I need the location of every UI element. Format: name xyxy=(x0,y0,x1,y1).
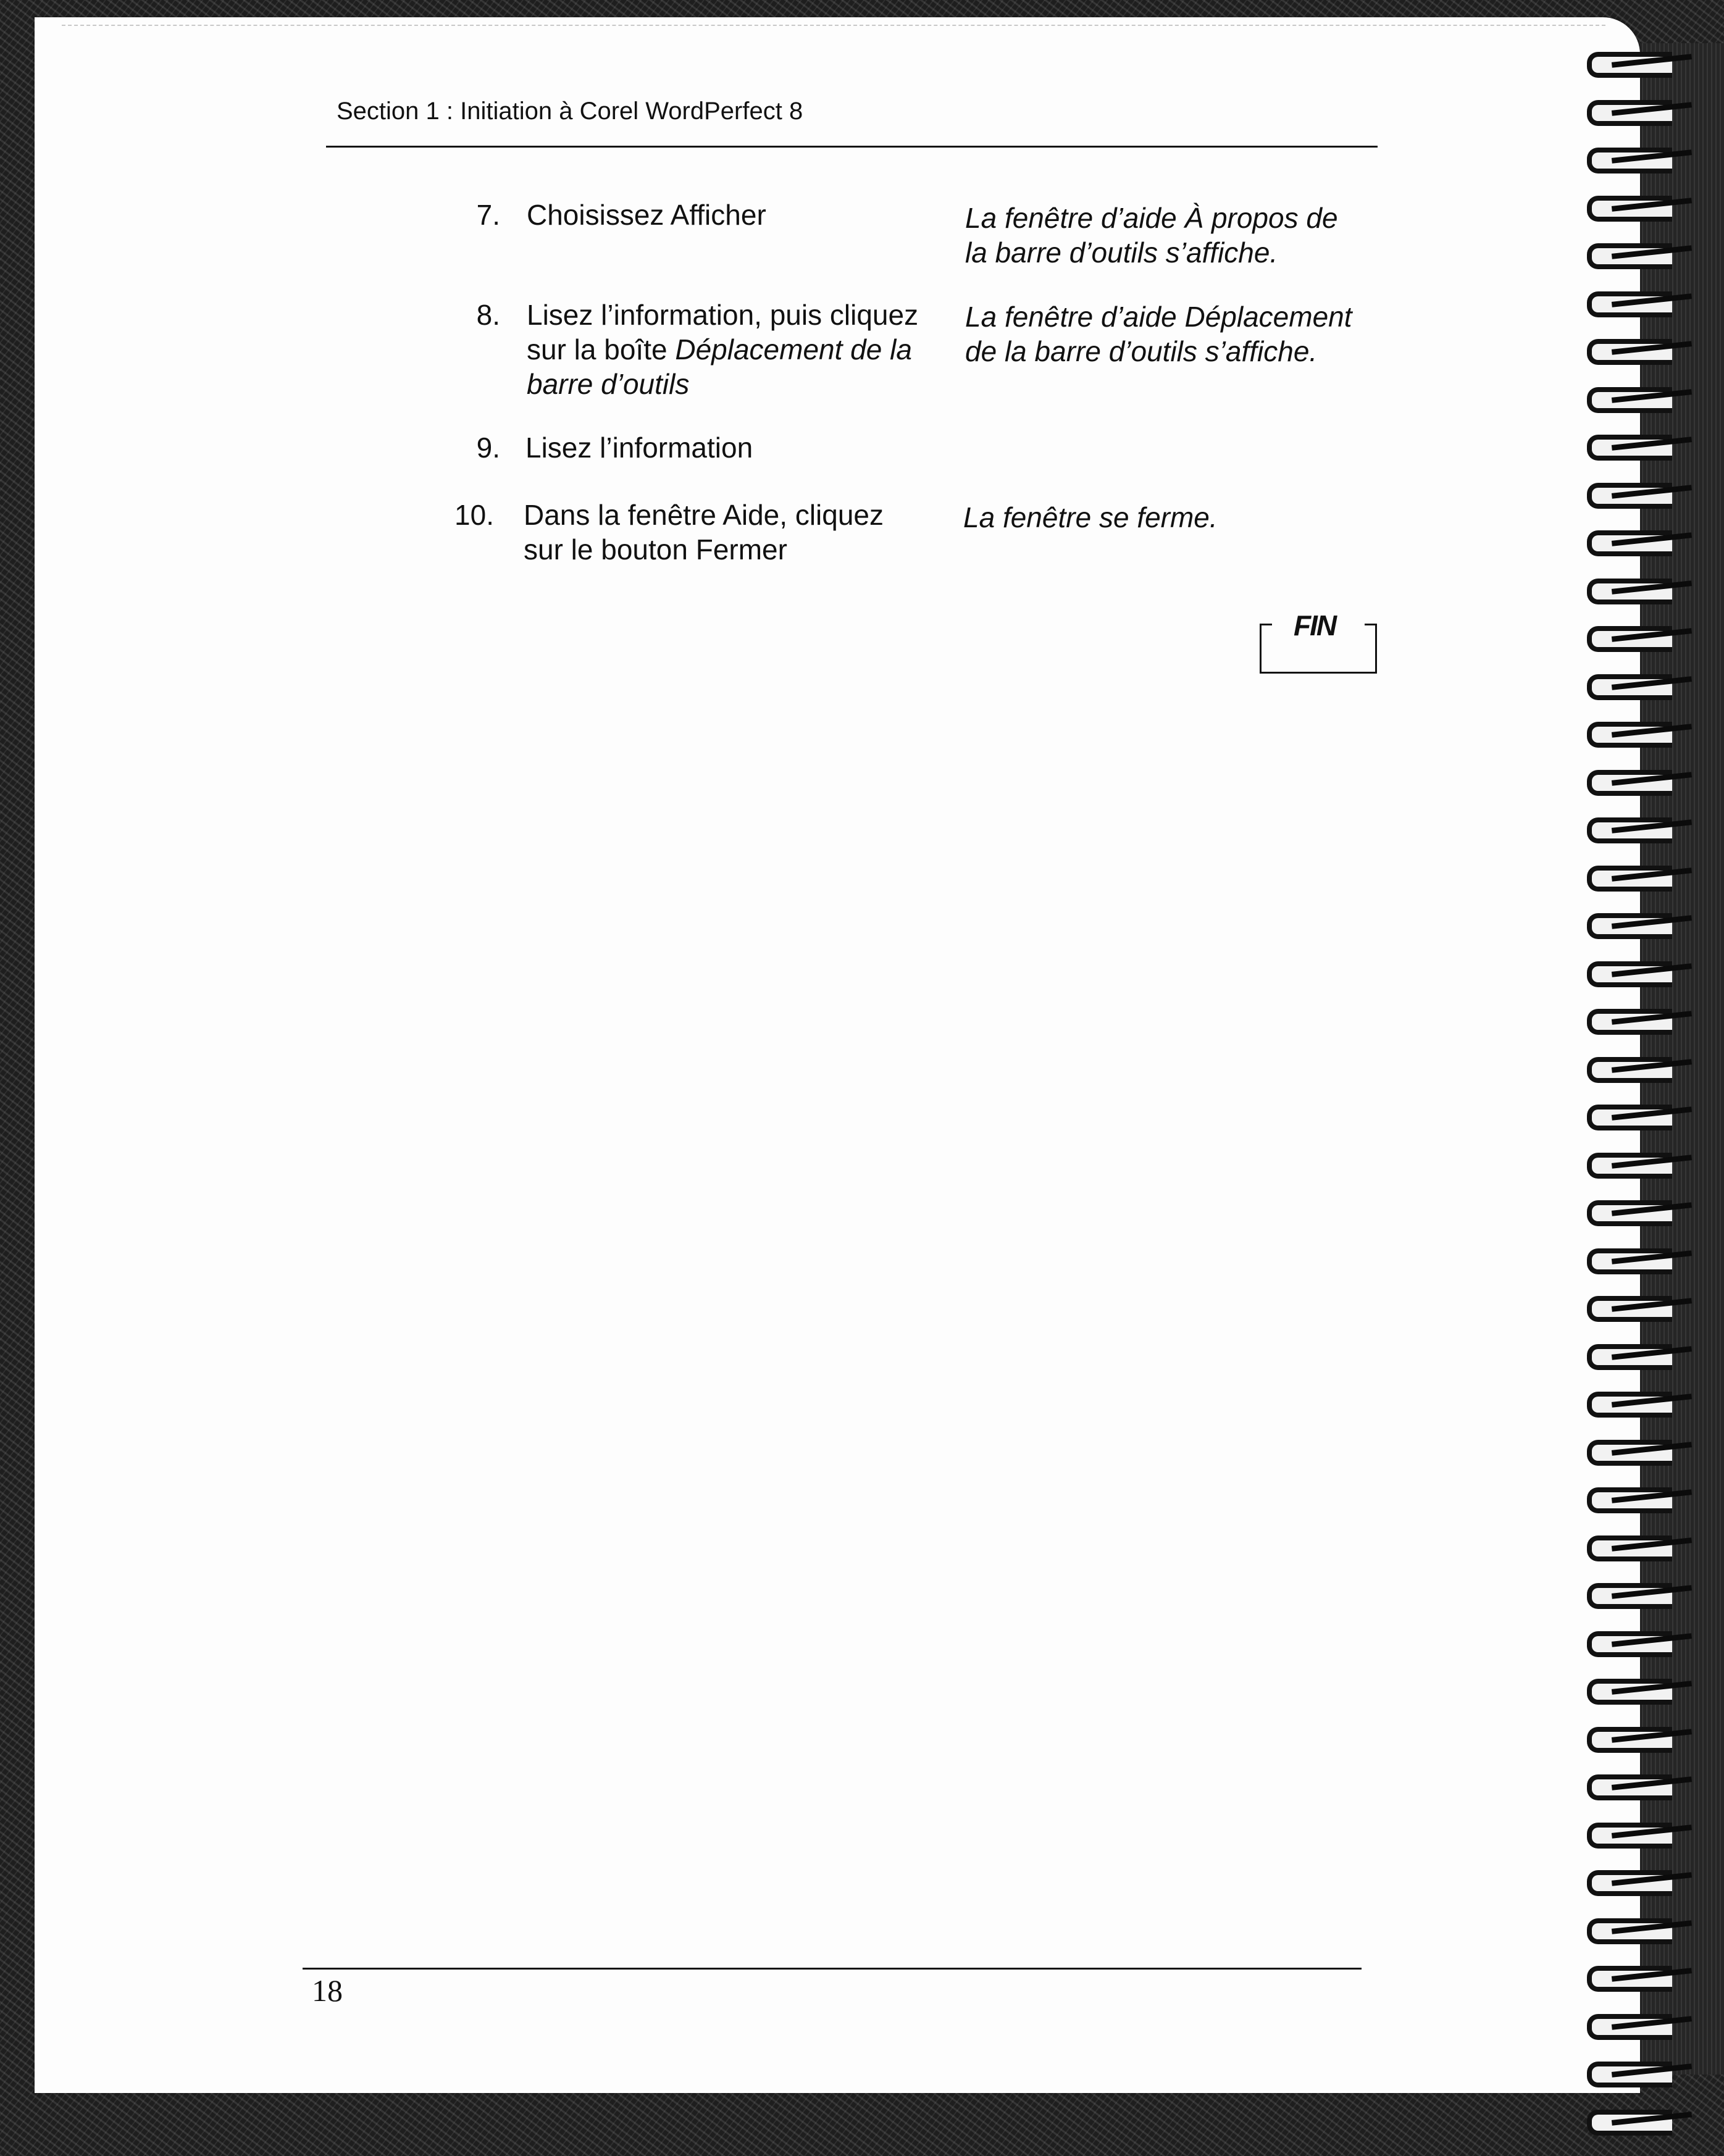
end-marker-corner xyxy=(1260,624,1272,625)
spiral-coil xyxy=(1587,193,1680,215)
step-result xyxy=(963,500,1396,535)
spiral-coil xyxy=(1587,98,1680,120)
header-rule xyxy=(326,146,1378,148)
spiral-coils xyxy=(1587,49,1704,2050)
end-marker-box xyxy=(1260,609,1377,674)
step-action xyxy=(524,498,956,567)
spiral-coil xyxy=(1587,1102,1680,1124)
spiral-coil xyxy=(1587,2012,1680,2034)
spiral-coil xyxy=(1587,1916,1680,1938)
spiral-coil xyxy=(1587,1581,1680,1603)
running-header: Section 1 : Initiation à Corel WordPerfect 8 xyxy=(337,98,803,125)
spiral-coil xyxy=(1587,959,1680,981)
spiral-coil xyxy=(1587,911,1680,933)
step-action-line xyxy=(527,332,959,367)
spiral-coil xyxy=(1587,145,1680,167)
step-result-line: La fenêtre d’aide Déplacement xyxy=(965,301,1352,333)
spiral-coil xyxy=(1587,49,1680,72)
spiral-coil xyxy=(1587,1772,1680,1794)
scan-edge-line xyxy=(62,25,1605,26)
spiral-coil xyxy=(1587,1293,1680,1316)
step-action-line: Lisez l’information xyxy=(525,432,753,464)
step-result-line: la barre d’outils s’affiche. xyxy=(965,236,1278,269)
step-action-line: Dans la fenêtre Aide, cliquez xyxy=(524,499,884,531)
spiral-coil xyxy=(1587,336,1680,359)
spiral-coil xyxy=(1587,767,1680,790)
spiral-coil xyxy=(1587,385,1680,407)
spiral-coil xyxy=(1587,2107,1680,2129)
step-number: 9. xyxy=(476,432,500,464)
spiral-coil xyxy=(1587,1006,1680,1029)
step-action-line: sur le bouton Fermer xyxy=(524,533,787,566)
spiral-coil xyxy=(1587,719,1680,742)
step-action xyxy=(527,198,959,232)
step-action-emphasis: barre d’outils xyxy=(527,368,690,400)
spiral-coil xyxy=(1587,2059,1680,2081)
end-marker-corner xyxy=(1365,624,1377,625)
step-result-line: La fenêtre se ferme. xyxy=(963,501,1218,533)
step-action xyxy=(525,430,958,465)
step-number: 8. xyxy=(476,299,500,331)
spiral-coil xyxy=(1587,1389,1680,1411)
spiral-coil xyxy=(1587,1820,1680,1842)
spiral-coil xyxy=(1587,672,1680,694)
spiral-coil xyxy=(1587,289,1680,311)
spiral-coil xyxy=(1587,480,1680,503)
step-result-line: de la barre d’outils s’affiche. xyxy=(965,335,1318,367)
spiral-coil xyxy=(1587,1963,1680,1986)
page-number: 18 xyxy=(312,1973,343,2008)
spiral-coil xyxy=(1587,1485,1680,1507)
spiral-coil xyxy=(1587,1437,1680,1460)
spiral-coil xyxy=(1587,1629,1680,1651)
footer-rule xyxy=(303,1968,1362,1970)
spiral-coil xyxy=(1587,432,1680,454)
spiral-coil xyxy=(1587,1533,1680,1555)
step-result-line: La fenêtre d’aide À propos de xyxy=(965,202,1338,234)
step-number: 10. xyxy=(454,499,494,531)
end-marker-label: FIN xyxy=(1294,609,1336,641)
spiral-coil xyxy=(1587,241,1680,263)
step-action-emphasis: Déplacement de la xyxy=(675,333,912,366)
step-action-text: sur la boîte xyxy=(527,333,676,366)
spiral-coil xyxy=(1587,1198,1680,1220)
spiral-coil xyxy=(1587,863,1680,885)
step-number: 7. xyxy=(476,199,500,231)
spiral-coil xyxy=(1587,1676,1680,1698)
spiral-coil xyxy=(1587,1055,1680,1077)
spiral-coil xyxy=(1587,1868,1680,1890)
spiral-coil xyxy=(1587,576,1680,598)
spiral-coil xyxy=(1587,1150,1680,1172)
step-action xyxy=(527,298,959,401)
spiral-coil xyxy=(1587,624,1680,646)
step-result xyxy=(965,299,1397,369)
step-result xyxy=(965,201,1397,270)
spiral-coil xyxy=(1587,1246,1680,1268)
spiral-coil xyxy=(1587,815,1680,837)
spiral-coil xyxy=(1587,1342,1680,1364)
spiral-coil xyxy=(1587,1724,1680,1747)
spiral-coil xyxy=(1587,528,1680,550)
step-action-line: Lisez l’information, puis cliquez xyxy=(527,299,919,331)
step-action-line: Choisissez Afficher xyxy=(527,199,766,231)
